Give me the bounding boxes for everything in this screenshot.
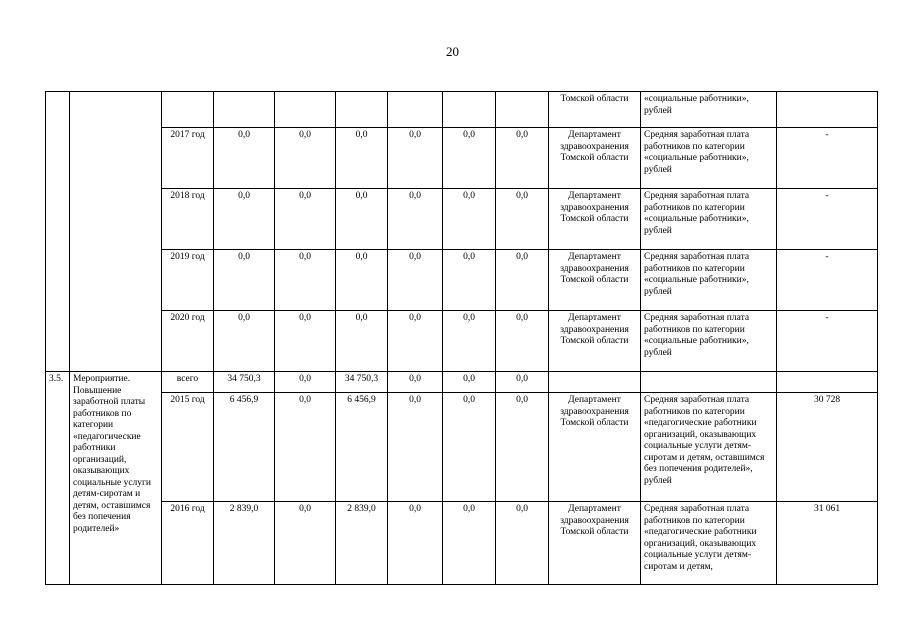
value-cell: 0,0 bbox=[214, 250, 275, 311]
value-cell: 0,0 bbox=[275, 372, 336, 393]
value-cell bbox=[275, 92, 336, 128]
indicator-cell: Средняя заработная плата работников по категории «социальные работники», рублей bbox=[641, 189, 777, 250]
table-row bbox=[46, 372, 878, 393]
target-cell: - bbox=[777, 311, 878, 372]
department-cell bbox=[549, 372, 641, 393]
number-cell bbox=[46, 92, 70, 372]
value-cell: 2 839,0 bbox=[336, 502, 388, 585]
value-cell: 0,0 bbox=[275, 189, 336, 250]
value-cell: 0,0 bbox=[496, 502, 549, 585]
table-row bbox=[46, 311, 878, 372]
target-cell: - bbox=[777, 250, 878, 311]
year-cell: 2018 год bbox=[162, 189, 214, 250]
value-cell: 0,0 bbox=[388, 189, 443, 250]
value-cell: 0,0 bbox=[496, 311, 549, 372]
indicator-cell bbox=[641, 372, 777, 393]
value-cell: 0,0 bbox=[443, 502, 496, 585]
value-cell: 0,0 bbox=[214, 311, 275, 372]
value-cell: 0,0 bbox=[336, 128, 388, 189]
table-row bbox=[46, 189, 878, 250]
value-cell: 0,0 bbox=[388, 250, 443, 311]
year-cell: всего bbox=[162, 372, 214, 393]
value-cell: 6 456,9 bbox=[214, 393, 275, 502]
indicator-cell: Средняя заработная плата работников по категории «социальные работники», рублей bbox=[641, 311, 777, 372]
value-cell: 0,0 bbox=[443, 311, 496, 372]
department-cell: Департамент здравоохранения Томской области bbox=[549, 128, 641, 189]
value-cell: 0,0 bbox=[388, 372, 443, 393]
value-cell: 0,0 bbox=[388, 128, 443, 189]
value-cell: 0,0 bbox=[496, 189, 549, 250]
value-cell bbox=[336, 92, 388, 128]
value-cell: 0,0 bbox=[275, 128, 336, 189]
value-cell: 0,0 bbox=[496, 372, 549, 393]
table-row bbox=[46, 128, 878, 189]
value-cell: 6 456,9 bbox=[336, 393, 388, 502]
year-cell: 2020 год bbox=[162, 311, 214, 372]
value-cell: 0,0 bbox=[443, 128, 496, 189]
indicator-cell: Средняя заработная плата работников по категории «социальные работники», рублей bbox=[641, 250, 777, 311]
value-cell: 0,0 bbox=[275, 393, 336, 502]
year-cell: 2015 год bbox=[162, 393, 214, 502]
activity-cell bbox=[70, 92, 162, 372]
value-cell: 0,0 bbox=[496, 128, 549, 189]
activity-title-cell: Мероприятие. Повышение заработной платы работников по категории «педагогические работники организаций, оказывающих социальные услуги детям-сиротам и детям, оставшимся без попечения родителей» bbox=[70, 372, 162, 585]
value-cell bbox=[443, 92, 496, 128]
value-cell: 0,0 bbox=[443, 372, 496, 393]
value-cell bbox=[388, 92, 443, 128]
target-cell bbox=[777, 92, 878, 128]
department-cell: Томской области bbox=[549, 92, 641, 128]
indicator-cell: Средняя заработная плата работников по категории «педагогические работники организаций, оказывающих социальные услуги детям-сиротам и детям, оставшимся без попечения родителей», рублей bbox=[641, 393, 777, 502]
value-cell: 0,0 bbox=[275, 250, 336, 311]
department-cell: Департамент здравоохранения Томской области bbox=[549, 250, 641, 311]
page-number: 20 bbox=[446, 44, 459, 59]
value-cell: 0,0 bbox=[214, 189, 275, 250]
value-cell: 0,0 bbox=[275, 311, 336, 372]
value-cell: 0,0 bbox=[336, 250, 388, 311]
program-table bbox=[45, 91, 878, 585]
value-cell: 34 750,3 bbox=[336, 372, 388, 393]
target-cell bbox=[777, 372, 878, 393]
target-cell: - bbox=[777, 128, 878, 189]
target-cell: 31 061 bbox=[777, 502, 878, 585]
table-row bbox=[46, 393, 878, 502]
value-cell: 2 839,0 bbox=[214, 502, 275, 585]
value-cell: 0,0 bbox=[275, 502, 336, 585]
value-cell: 0,0 bbox=[336, 189, 388, 250]
table-row bbox=[46, 92, 878, 128]
department-cell: Департамент здравоохранения Томской области bbox=[549, 393, 641, 502]
indicator-cell: «социальные работники», рублей bbox=[641, 92, 777, 128]
value-cell: 0,0 bbox=[443, 189, 496, 250]
value-cell: 34 750,3 bbox=[214, 372, 275, 393]
table-row bbox=[46, 502, 878, 585]
value-cell: 0,0 bbox=[388, 502, 443, 585]
year-cell: 2017 год bbox=[162, 128, 214, 189]
year-cell: 2019 год bbox=[162, 250, 214, 311]
year-cell: 2016 год bbox=[162, 502, 214, 585]
item-number-cell: 3.5. bbox=[46, 372, 70, 585]
value-cell: 0,0 bbox=[388, 311, 443, 372]
department-cell: Департамент здравоохранения Томской области bbox=[549, 311, 641, 372]
value-cell: 0,0 bbox=[388, 393, 443, 502]
year-cell bbox=[162, 92, 214, 128]
value-cell: 0,0 bbox=[336, 311, 388, 372]
table-row bbox=[46, 250, 878, 311]
department-cell: Департамент здравоохранения Томской области bbox=[549, 189, 641, 250]
indicator-cell: Средняя заработная плата работников по категории «социальные работники», рублей bbox=[641, 128, 777, 189]
target-cell: 30 728 bbox=[777, 393, 878, 502]
value-cell: 0,0 bbox=[214, 128, 275, 189]
value-cell: 0,0 bbox=[496, 250, 549, 311]
value-cell: 0,0 bbox=[443, 250, 496, 311]
value-cell bbox=[214, 92, 275, 128]
value-cell: 0,0 bbox=[443, 393, 496, 502]
value-cell: 0,0 bbox=[496, 393, 549, 502]
value-cell bbox=[496, 92, 549, 128]
department-cell: Департамент здравоохранения Томской области bbox=[549, 502, 641, 585]
target-cell: - bbox=[777, 189, 878, 250]
indicator-cell: Средняя заработная плата работников по категории «педагогические работники организаций, оказывающих социальные услуги детям-сиротам и детям, bbox=[641, 502, 777, 585]
